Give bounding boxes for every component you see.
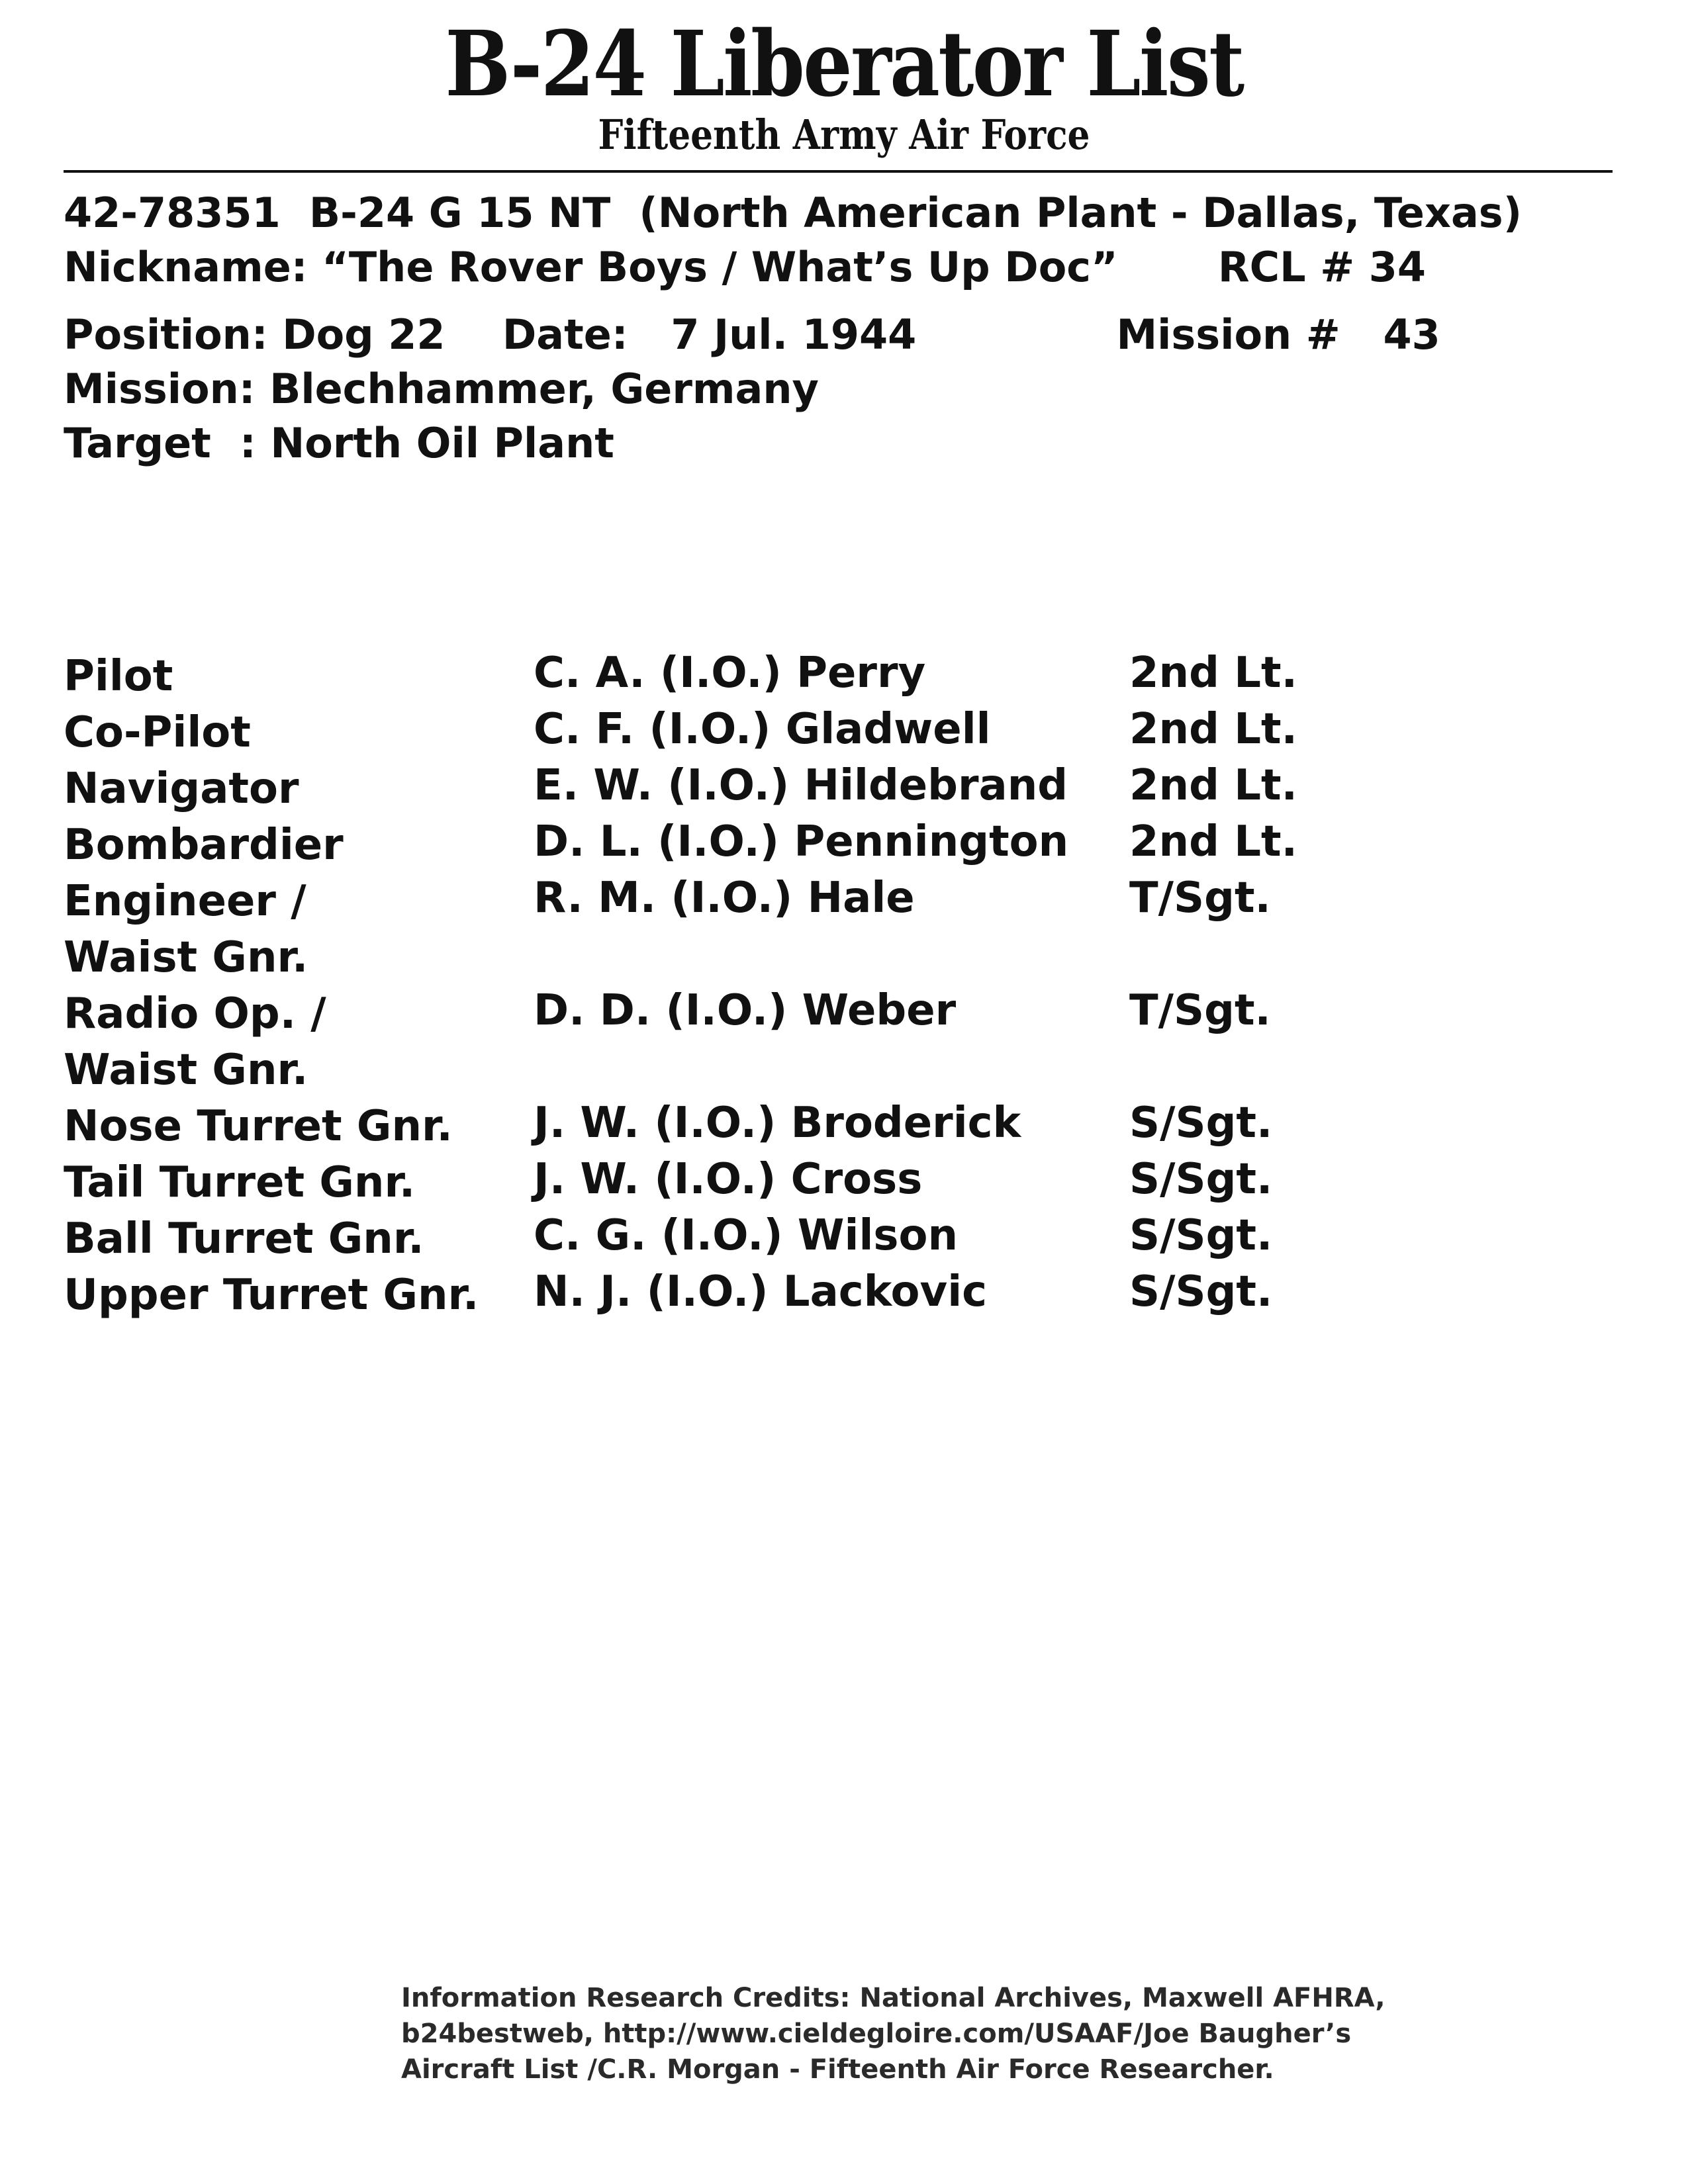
crew-rank: T/Sgt.	[1129, 986, 1271, 1035]
crew-role: Tail Turret Gnr.	[64, 1158, 416, 1207]
crew-rank: S/Sgt.	[1129, 1155, 1273, 1204]
crew-name: C. A. (I.O.) Perry	[534, 649, 926, 698]
crew-rank: 2nd Lt.	[1129, 817, 1297, 866]
crew-list	[0, 645, 1688, 1320]
crew-role: Co-Pilot	[64, 708, 251, 757]
crew-row	[0, 814, 1688, 870]
crew-name: C. G. (I.O.) Wilson	[534, 1211, 958, 1260]
crew-rank: S/Sgt.	[1129, 1267, 1273, 1316]
crew-name: C. F. (I.O.) Gladwell	[534, 705, 991, 754]
crew-role: Ball Turret Gnr.	[64, 1214, 424, 1263]
crew-role-line: Waist Gnr.	[64, 933, 308, 982]
crew-role: Bombardier	[64, 821, 344, 870]
crew-role-line: Waist Gnr.	[64, 1046, 308, 1095]
crew-name: J. W. (I.O.) Broderick	[534, 1099, 1021, 1148]
credits-line: Information Research Credits: National Archives, Maxwell AFHRA,	[401, 1983, 1385, 2013]
mission-position-line: Position: Dog 22 Date: 7 Jul. 1944 Mission # 43	[64, 310, 1440, 359]
header-divider	[64, 170, 1613, 173]
crew-role: Nose Turret Gnr.	[64, 1102, 453, 1151]
crew-rank: S/Sgt.	[1129, 1211, 1273, 1260]
page-title: B-24 Liberator List	[445, 11, 1243, 117]
crew-role-line: Radio Op. /	[64, 989, 326, 1038]
crew-row	[0, 1152, 1688, 1208]
crew-name: D. D. (I.O.) Weber	[534, 986, 957, 1035]
crew-row	[0, 645, 1688, 702]
page-subtitle: Fifteenth Army Air Force	[598, 111, 1090, 159]
crew-rank: 2nd Lt.	[1129, 705, 1297, 754]
crew-row	[0, 983, 1688, 1095]
crew-rank: 2nd Lt.	[1129, 761, 1297, 810]
crew-name: J. W. (I.O.) Cross	[534, 1155, 923, 1204]
crew-row	[0, 758, 1688, 814]
crew-role	[64, 986, 527, 1099]
crew-role-line: Engineer /	[64, 877, 306, 926]
crew-name: N. J. (I.O.) Lackovic	[534, 1267, 988, 1316]
crew-role: Pilot	[64, 652, 173, 701]
crew-name: D. L. (I.O.) Pennington	[534, 817, 1069, 866]
crew-row	[0, 1208, 1688, 1264]
crew-role: Upper Turret Gnr.	[64, 1271, 479, 1320]
crew-name: E. W. (I.O.) Hildebrand	[534, 761, 1068, 810]
research-credits	[401, 1980, 1394, 2087]
crew-row	[0, 870, 1688, 983]
crew-rank: T/Sgt.	[1129, 874, 1271, 923]
credits-line: b24bestweb, http://www.cieldegloire.com/USAAF/Joe Baugher’s	[401, 2019, 1352, 2049]
mission-line: Mission: Blechhammer, Germany	[64, 365, 819, 413]
crew-role	[64, 874, 527, 986]
aircraft-nickname-line: Nickname: “The Rover Boys / What’s Up Doc” RCL # 34	[64, 243, 1427, 291]
crew-row	[0, 1264, 1688, 1320]
target-line: Target : North Oil Plant	[64, 419, 614, 467]
crew-rank: S/Sgt.	[1129, 1099, 1273, 1148]
crew-rank: 2nd Lt.	[1129, 649, 1297, 698]
aircraft-serial-line: 42-78351 B-24 G 15 NT (North American Plant - Dallas, Texas)	[64, 189, 1523, 237]
credits-line: Aircraft List /C.R. Morgan - Fifteenth Air Force Researcher.	[401, 2054, 1274, 2085]
crew-row	[0, 702, 1688, 758]
crew-name: R. M. (I.O.) Hale	[534, 874, 915, 923]
crew-role: Navigator	[64, 764, 299, 813]
crew-row	[0, 1095, 1688, 1152]
